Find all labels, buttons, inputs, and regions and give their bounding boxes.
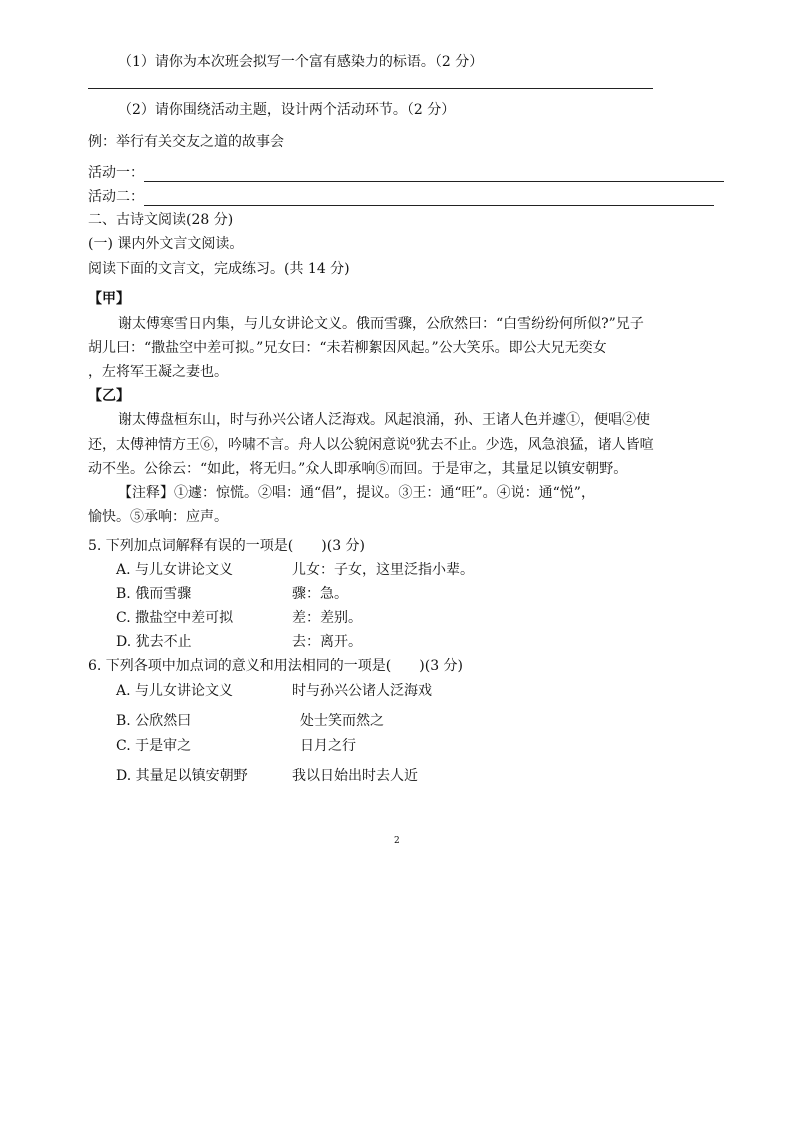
activity-1-label: 活动一： [88,165,144,181]
passage-yi-line: 谢太傅盘桓东山，时与孙兴公诸人泛海戏。风起浪涌，孙、王诸人色并遽①，便唱②使 [118,412,650,428]
q5-option-right: 骤：急。 [292,586,348,602]
notes-line: 【注释】①遽：惊慌。②唱：通“倡”，提议。③王：通“旺”。④说：通“悦”， [118,485,595,501]
q6-option-left[interactable]: C. 于是审之 [116,738,192,754]
question-2: （2）请你围绕活动主题，设计两个活动环节。（2 分） [118,102,456,118]
passage-yi-label: 【乙】 [88,388,130,404]
passage-jia-label: 【甲】 [88,291,130,307]
q6-option-right: 时与孙兴公诸人泛海戏 [292,683,432,699]
activity-2-answer-line[interactable] [144,191,714,206]
notes-line: 愉快。⑤承响：应声。 [88,509,228,525]
q5-option-left[interactable]: B. 俄而雪骤 [116,586,192,602]
q5-option-left[interactable]: C. 撒盐空中差可拟 [116,610,234,626]
question-1: （1）请你为本次班会拟写一个富有感染力的标语。（2 分） [118,54,484,70]
activity-1-answer-line[interactable] [144,167,724,182]
question-6-stem: 6. 下列各项中加点词的意义和用法相同的一项是( )(3 分) [88,658,464,674]
page-number: 2 [394,836,400,846]
question-5-stem: 5. 下列加点词解释有误的一项是( )(3 分) [88,538,366,554]
passage-yi-line: 动不坐。公徐云：“如此，将无归。”众人即承响⑤而回。于是审之，其量足以镇安朝野。 [88,461,628,477]
passage-jia-line: 胡儿曰：“撒盐空中差可拟。”兄女曰：“未若柳絮因风起。”公大笑乐。即公大兄无奕女 [88,340,607,356]
instruction-text: 阅读下面的文言文，完成练习。(共 14 分) [88,261,350,277]
example-text: 例：举行有关交友之道的故事会 [88,134,284,150]
q5-option-right: 儿女：子女，这里泛指小辈。 [292,562,474,578]
q5-option-left[interactable]: D. 犹去不止 [116,634,192,650]
answer-line-slogan[interactable] [88,88,653,89]
q6-option-left[interactable]: B. 公欣然曰 [116,713,192,729]
passage-jia-line: ，左将军王凝之妻也。 [88,364,228,380]
passage-yi-line: 还，太傅神情方王⑥，吟啸不言。舟人以公貌闲意说⁰犹去不止。少选，风急浪猛，诸人皆喧 [88,437,654,453]
q6-option-right: 处士笑而然之 [300,713,384,729]
activity-1-row [88,164,724,182]
activity-2-row [88,188,714,206]
q6-option-left[interactable]: A. 与儿女讲论文义 [116,683,234,699]
q6-option-right: 日月之行 [300,738,356,754]
q6-option-right: 我以日始出时去人近 [292,768,418,784]
passage-jia-line: 谢太傅寒雪日内集，与儿女讲论文义。俄而雪骤，公欣然曰：“白雪纷纷何所似?”兄子 [118,316,644,332]
q6-option-left[interactable]: D. 其量足以镇安朝野 [116,768,248,784]
activity-2-label: 活动二： [88,189,144,205]
q5-option-left[interactable]: A. 与儿女讲论文义 [116,562,234,578]
q5-option-right: 差：差别。 [292,610,362,626]
section-heading: 二、古诗文阅读(28 分) [88,212,234,228]
q5-option-right: 去：离开。 [292,634,362,650]
subsection-heading: (一) 课内外文言文阅读。 [88,236,244,252]
